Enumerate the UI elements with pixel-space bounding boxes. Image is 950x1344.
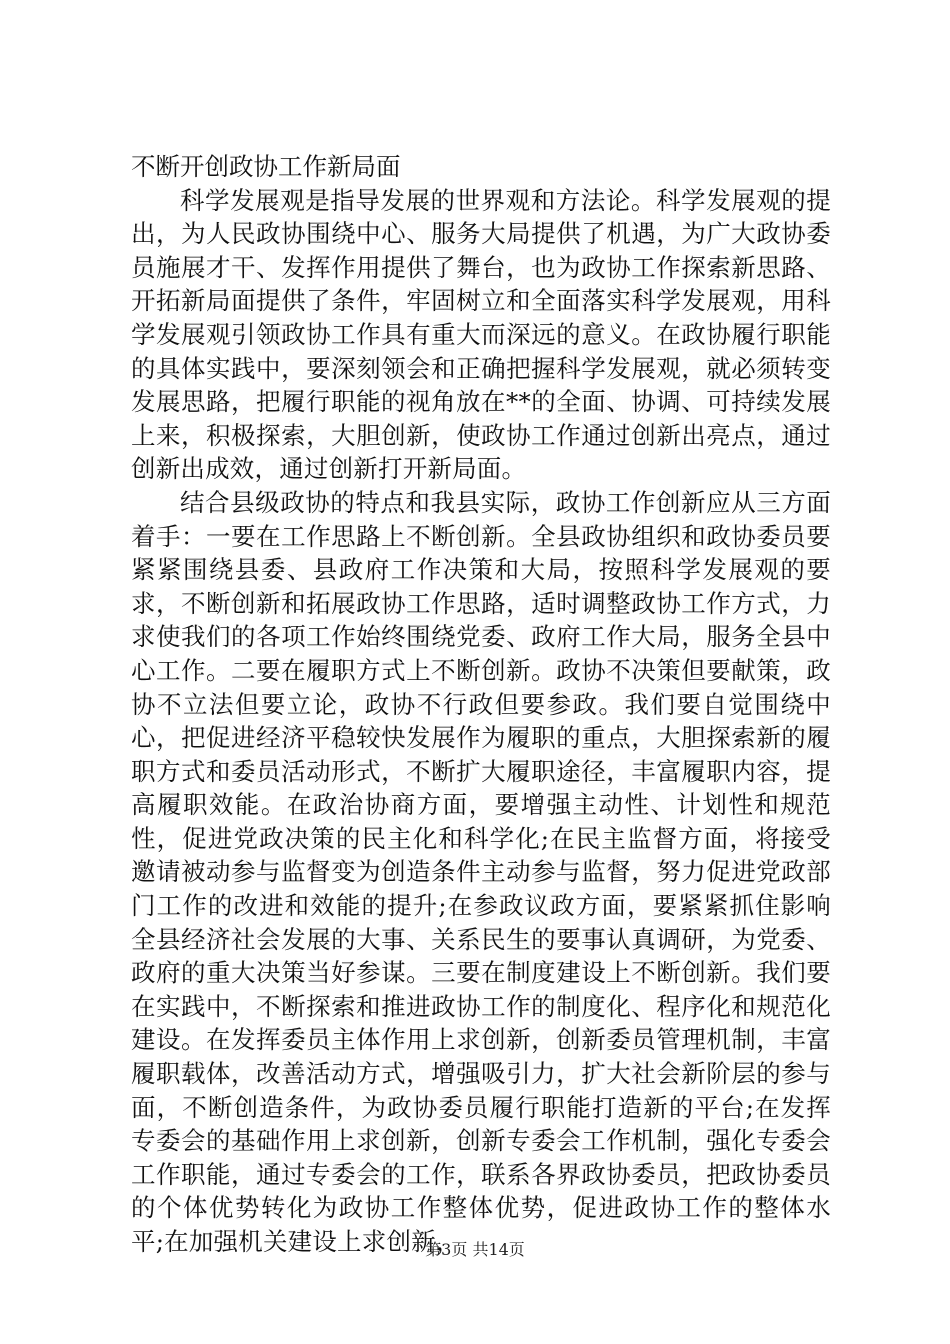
- paragraph-2: 结合县级政协的特点和我县实际，政协工作创新应从三方面着手：一要在工作思路上不断创新。全县政协组织和政协委员要紧紧围绕县委、县政府工作决策和大局，按照科学发展观的要求，不断创新和拓展政协工作思路，适时调整政协工作方式，力求使我们的各项工作始终围绕党委、政府工作大局，服务全县中心工作。二要在履职方式上不断创新。政协不决策但要献策，政协不立法但要立论，政协不行政但要参政。我们要自觉围绕中心，把促进经济平稳较快发展作为履职的重点，大胆探索新的履职方式和委员活动形式，不断扩大履职途径，丰富履职内容，提高履职效能。在政治协商方面，要增强主动性、计划性和规范性，促进党政决策的民主化和科学化;在民主监督方面，将接受邀请被动参与监督变为创造条件主动参与监督，努力促进党政部门工作的改进和效能的提升;在参政议政方面，要紧紧抓住影响全县经济社会发展的大事、关系民生的要事认真调研，为党委、政府的重大决策当好参谋。三要在制度建设上不断创新。我们要在实践中，不断探索和推进政协工作的制度化、程序化和规范化建设。在发挥委员主体作用上求创新，创新委员管理机制，丰富履职载体，改善活动方式，增强吸引力，扩大社会新阶层的参与面，不断创造条件，为政协委员履行职能打造新的平台;在发挥专委会的基础作用上求创新，创新专委会工作机制，强化专委会工作职能，通过专委会的工作，联系各界政协委员，把政协委员的个体优势转化为政协工作整体优势，促进政协工作的整体水平;在加强机关建设上求创新，: [131, 487, 831, 1256]
- paragraph-1: 科学发展观是指导发展的世界观和方法论。科学发展观的提出，为人民政协围绕中心、服务大局提供了机遇，为广大政协委员施展才干、发挥作用提供了舞台，也为政协工作探索新思路、开拓新局面提供了条件，牢固树立和全面落实科学发展观，用科学发展观引领政协工作具有重大而深远的意义。在政协履行职能的具体实践中，要深刻领会和正确把握科学发展观，就必须转变发展思路，把履行职能的视角放在**的全面、协调、可持续发展上来，积极探索，大胆创新，使政协工作通过创新出亮点，通过创新出成效，通过创新打开新局面。: [131, 185, 831, 484]
- document-title: 不断开创政协工作新局面: [131, 152, 401, 181]
- page-number: 第3页 共14页: [425, 1240, 525, 1259]
- document-body: [131, 150, 831, 1259]
